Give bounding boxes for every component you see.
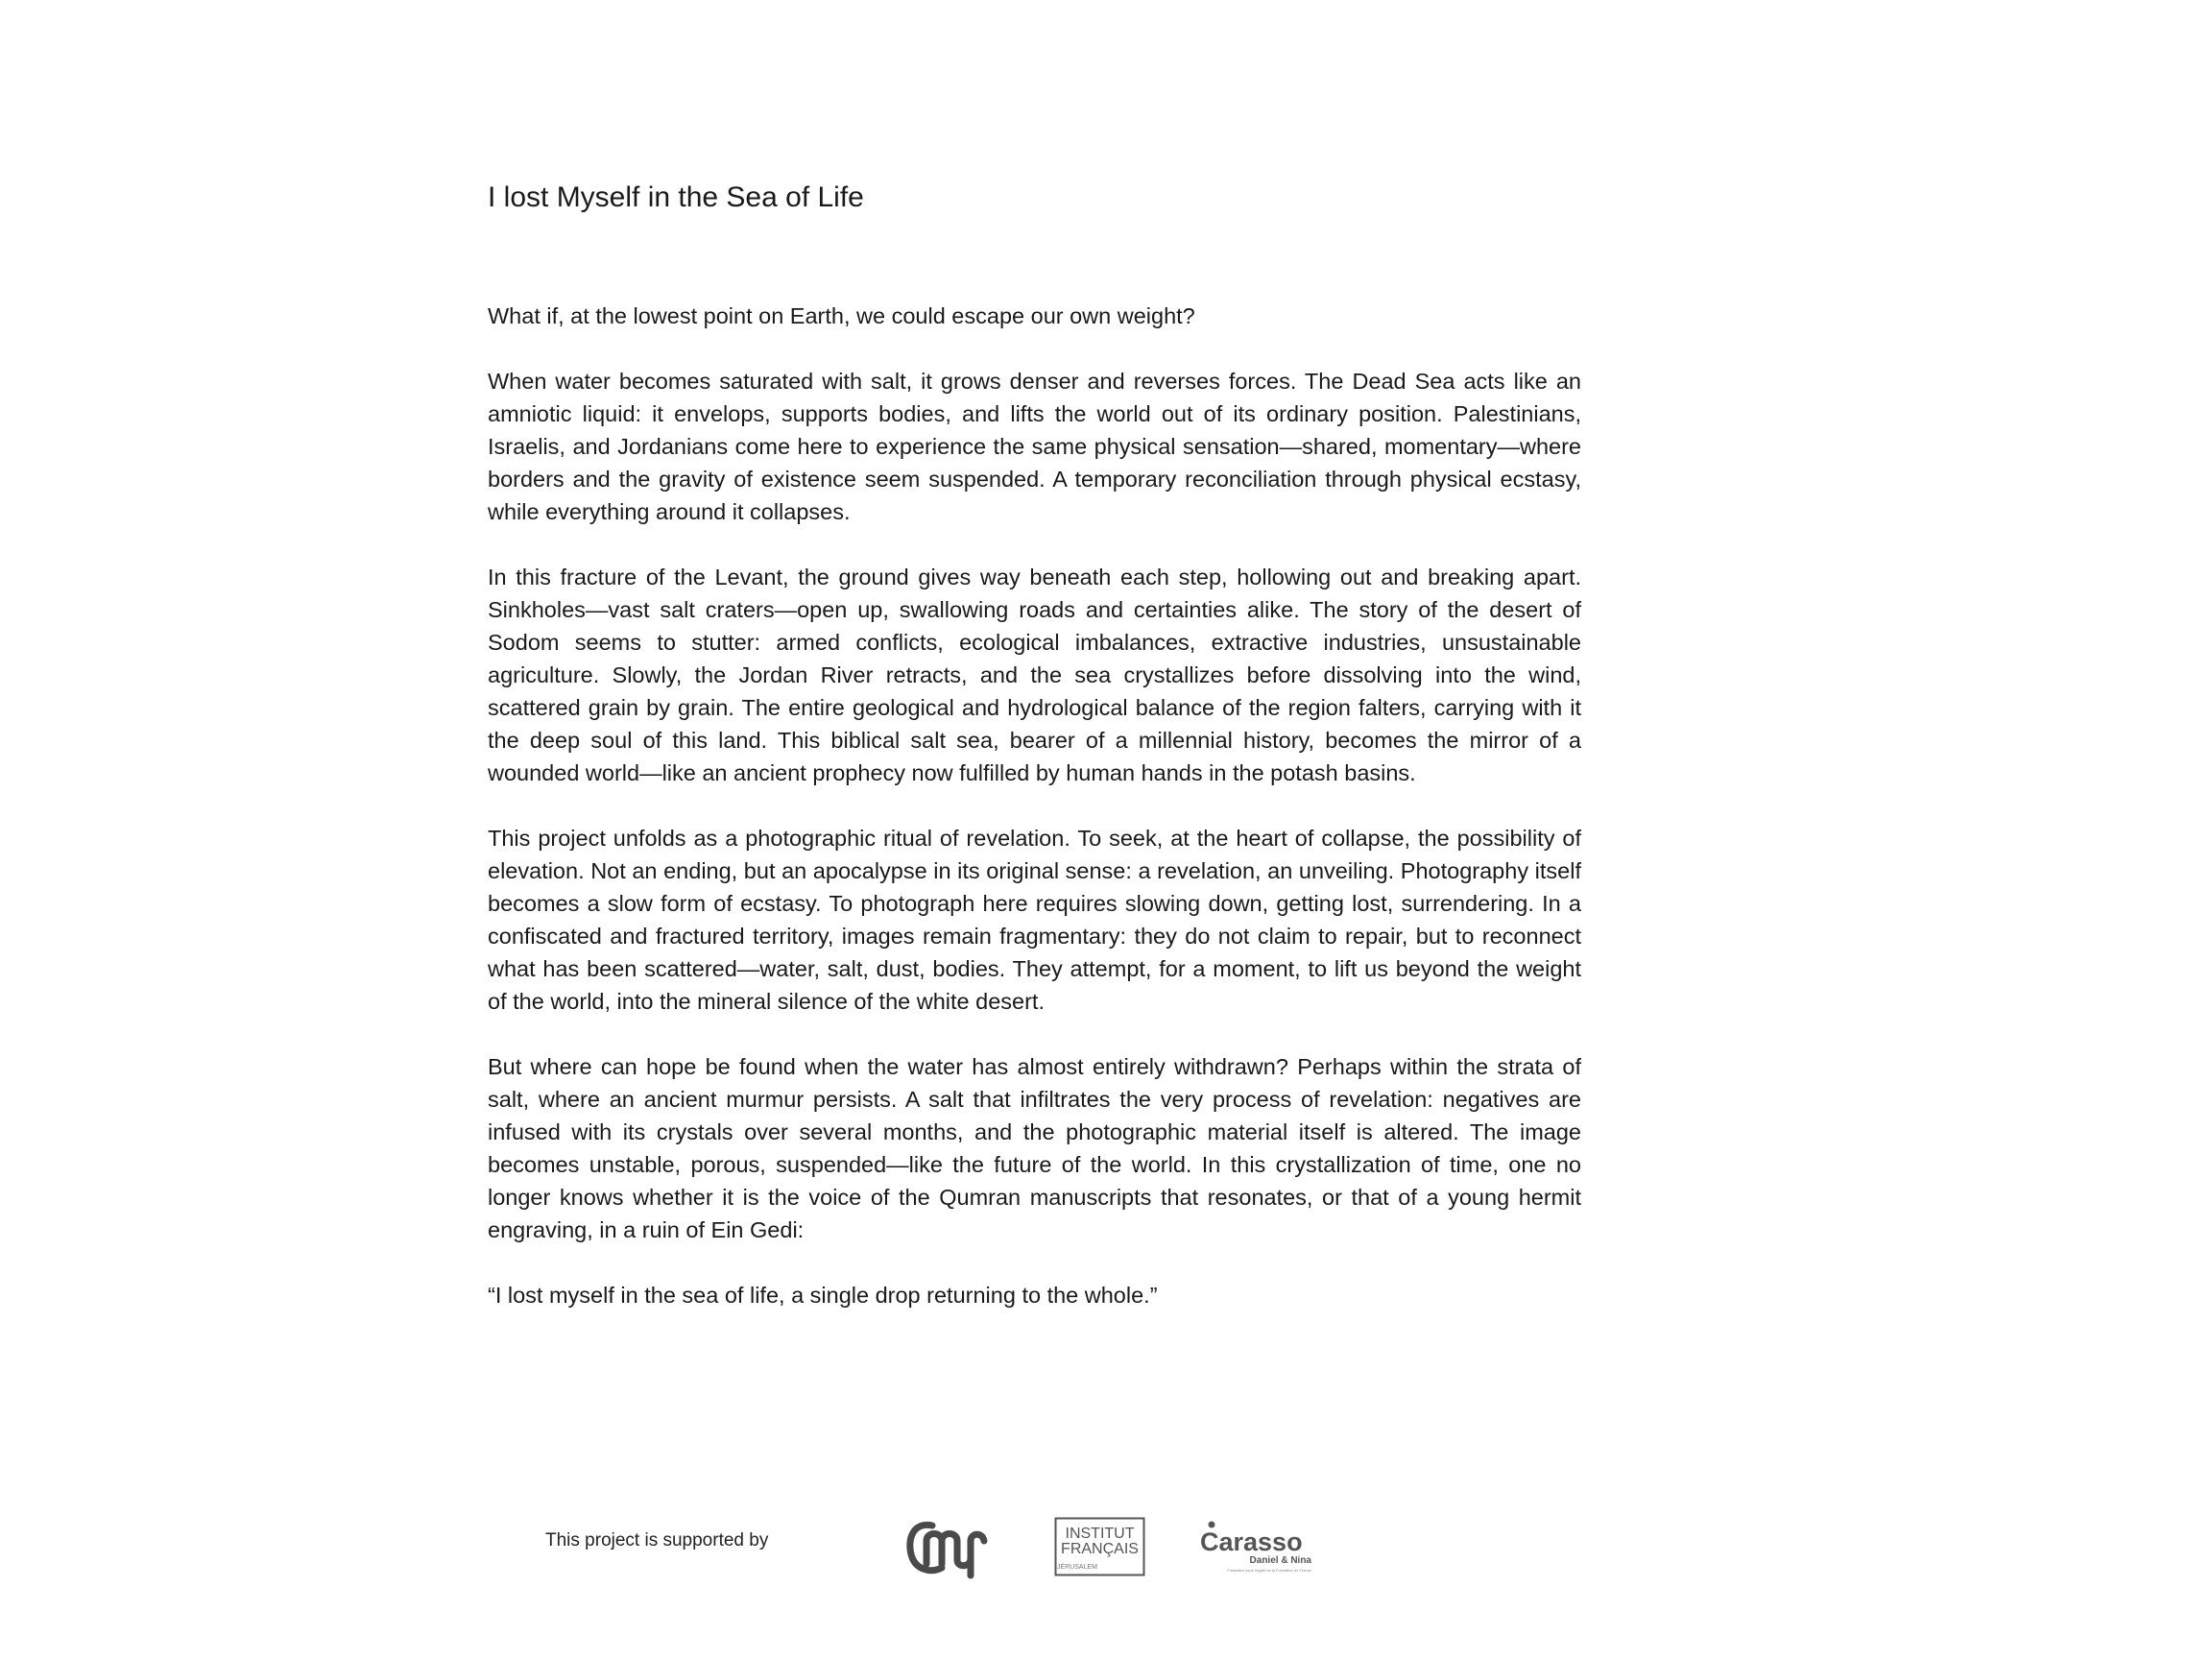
svg-text:FRANÇAIS: FRANÇAIS [1061, 1541, 1139, 1557]
document-page [488, 179, 1581, 1344]
document-body [488, 300, 1581, 1311]
institut-francais-logo [1054, 1517, 1145, 1576]
closing-quote: “I lost myself in the sea of life, a single drop returning to the whole.” [488, 1283, 1158, 1308]
svg-text:Daniel & Nina: Daniel & Nina [1249, 1555, 1311, 1566]
paragraph: But where can hope be found when the water has almost entirely withdrawn? Perhaps within the strata of salt, where an ancient murmur persists. A salt that infiltrates the very process of revelation: negatives are infused with its crystals over several months, and the photographic material itself is altered. The image becomes unstable, porous, suspended—like the future of the world. In this crystallization of time, one no longer knows whether it is the voice of the Qumran manuscripts that resonates, or that of a young hermit engraving, in a ruin of Ein Gedi: [488, 1054, 1581, 1242]
paragraph: When water becomes saturated with salt, it grows denser and reverses forces. The Dead Sea acts like an amniotic liquid: it envelops, supports bodies, and lifts the world out of its ordinary position. Palestinians, Israelis, and Jordanians come here to experience the same physical sensation—shared, momentary—where borders and the gravity of existence seem suspended. A temporary reconciliation through physical ecstasy, while everything around it collapses. [488, 369, 1581, 524]
paragraph: This project unfolds as a photographic ritual of revelation. To seek, at the heart of collapse, the possibility of elevation. Not an ending, but an apocalypse in its original sense: a revelation, an unveiling. Photography itself becomes a slow form of ecstasy. To photograph here requires slowing down, getting lost, surrendering. In a confiscated and fractured territory, images remain fragmentary: they do not claim to repair, but to reconnect what has been scattered—water, salt, dust, bodies. They attempt, for a moment, to lift us beyond the weight of the world, into the mineral silence of the white desert. [488, 826, 1581, 1014]
paragraph-intro: What if, at the lowest point on Earth, we could escape our own weight? [488, 303, 1195, 328]
paragraph: In this fracture of the Levant, the ground gives way beneath each step, hollowing out and breaking apart. Sinkholes—vast salt craters—open up, swallowing roads and certainties alike. The story of the desert of Sodom seems to stutter: armed conflicts, ecological imbalances, extractive industries, unsustainable agriculture. Slowly, the Jordan River retracts, and the sea crystallizes before dissolving into the wind, scattered grain by grain. The entire geological and hydrological balance of the region falters, carrying with it the deep soul of this land. This biblical salt sea, bearer of a millennial history, becomes the mirror of a wounded world—like an ancient prophecy now fulfilled by human hands in the potash basins. [488, 565, 1581, 785]
document-title: I lost Myself in the Sea of Life [488, 181, 864, 213]
svg-text:INSTITUT: INSTITUT [1065, 1526, 1135, 1542]
svg-text:Carasso: Carasso [1200, 1527, 1303, 1556]
cnap-logo [903, 1512, 992, 1579]
carasso-foundation-logo [1198, 1520, 1313, 1575]
svg-text:Fondation sous l'égide de la F: Fondation sous l'égide de la Fondation de France [1227, 1568, 1311, 1573]
svg-text:JÉRUSALEM: JÉRUSALEM [1056, 1564, 1098, 1571]
sponsors-footer [545, 1503, 1313, 1589]
supported-by-label: This project is supported by [545, 1530, 769, 1551]
